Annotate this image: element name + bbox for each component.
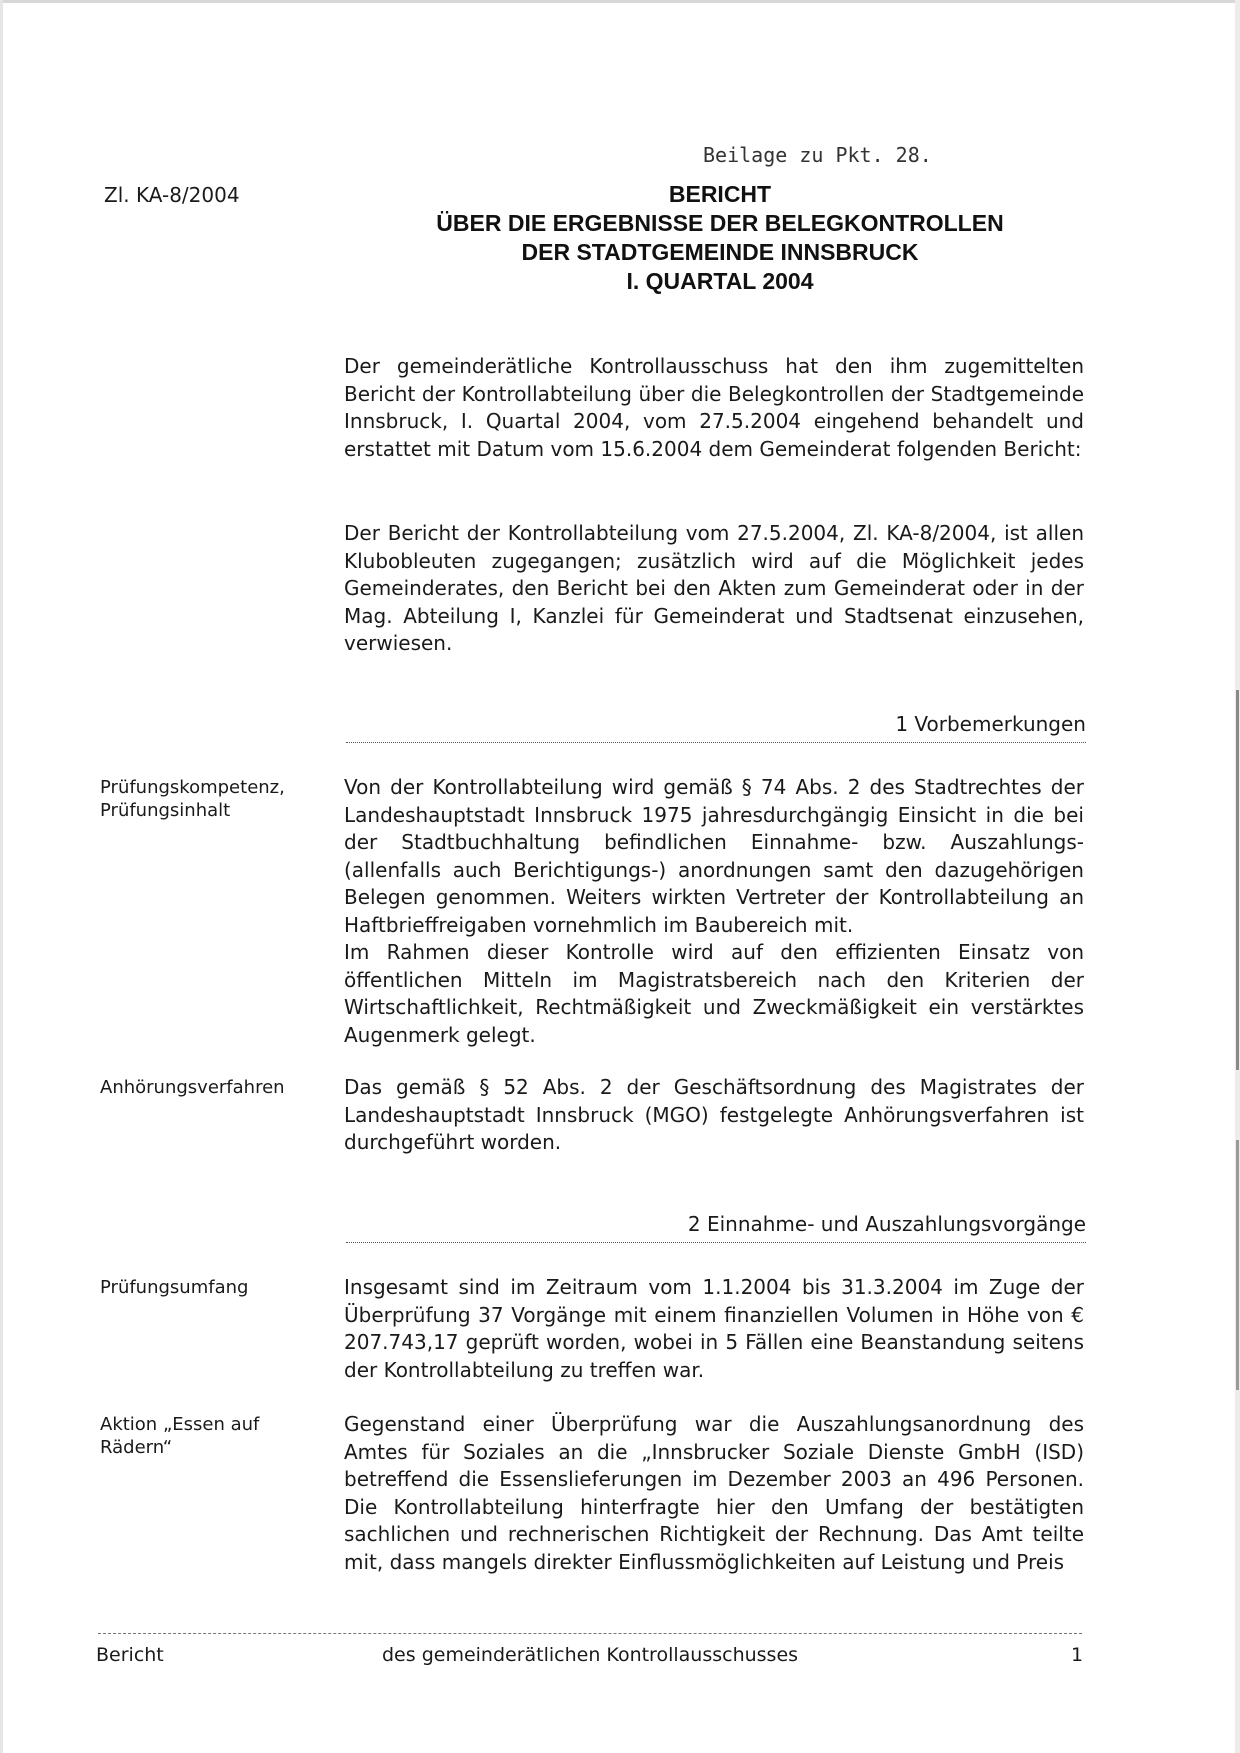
margin-label: Anhörungsverfahren (100, 1077, 285, 1098)
section-paragraph (344, 1411, 1084, 1576)
margin-label: Aktion „Essen auf Rädern“ (100, 1414, 260, 1458)
section-paragraph (344, 774, 1084, 1049)
paragraph-text: Gegenstand einer Überprüfung war die Auszahlungsanordnung des Amtes für Soziales an die „Innsbrucker Soziale Dienste GmbH (ISD) betreffend die Essenslieferungen im Dezember 2003 an 496 Personen. Die Kontrollabteilung hinterfragte hier den Umfang der bestätigten sachlichen und rechnerischen Richtigkeit der Rechnung. Das Amt teilte mit, dass mangels direkter Einflussmöglichkeiten auf Leistung und Preis (344, 1412, 1084, 1574)
section-heading-text: 1 Vorbemerkungen (895, 712, 1086, 736)
scan-edge-top (0, 0, 1240, 3)
title-line: BERICHT (668, 181, 772, 207)
section-paragraph (344, 1274, 1084, 1384)
intro-text: Der gemeinderätliche Kontrollausschuss hat den ihm zugemittelten Bericht der Kontrollabteilung über die Belegkontrollen der Stadtgemeinde Innsbruck, I. Quartal 2004, vom 27.5.2004 eingehend behandelt und erstattet mit Datum vom 15.6.2004 dem Gemeinderat folgenden Bericht: (344, 354, 1084, 461)
paragraph-text: Insgesamt sind im Zeitraum vom 1.1.2004 bis 31.3.2004 im Zuge der Überprüfung 37 Vorgänge mit einem finanziellen Volumen in Höhe von € 207.743,17 geprüft worden, wobei in 5 Fällen eine Beanstandung seitens der Kontrollabteilung zu treffen war. (344, 1275, 1084, 1382)
page-number: 1 (1071, 1644, 1084, 1666)
paragraph-text: Im Rahmen dieser Kontrolle wird auf den effizienten Einsatz von öffentlichen Mitteln im Magistratsbereich nach den Kriterien der Wirtschaftlichkeit, Rechtmäßigkeit und Zweckmäßigkeit ein verstärktes Augenmerk gelegt. (344, 940, 1084, 1047)
footer-label: Bericht (96, 1644, 164, 1666)
margin-label: Prüfungskompetenz, Prüfungsinhalt (100, 777, 285, 821)
attachment-note: Beilage zu Pkt. 28. (703, 143, 932, 167)
footer-title: des gemeinderätlichen Kontrollausschusses (382, 1644, 799, 1666)
paragraph-text: Von der Kontrollabteilung wird gemäß § 74 Abs. 2 des Stadtrechtes der Landeshauptstadt Innsbruck 1975 jahresdurchgängig Einsicht in die bei der Stadtbuchhaltung befindlichen Einnahme- bzw. Auszahlungs- (allenfalls auch Berichtigungs-) anordnungen samt den dazugehörigen Belegen genommen. Weiters wirkten Vertreter der Kontrollabteilung an Haftbrieffreigaben vornehmlich im Baubereich mit. (344, 775, 1084, 937)
scan-shadow (1236, 1140, 1239, 1390)
title-line: DER STADTGEMEINDE INNSBRUCK (521, 239, 919, 265)
margin-label: Prüfungsumfang (100, 1277, 249, 1298)
scan-shadow (1236, 690, 1239, 1070)
footer-divider (98, 1633, 1082, 1634)
title-line: I. QUARTAL 2004 (626, 268, 814, 294)
intro-paragraph (344, 353, 1084, 463)
intro-text: Der Bericht der Kontrollabteilung vom 27.5.2004, Zl. KA-8/2004, ist allen Klubobleuten zugegangen; zusätzlich wird auf die Möglichkeit jedes Gemeinderates, den Bericht bei den Akten zum Gemeinderat oder in der Mag. Abteilung I, Kanzlei für Gemeinderat und Stadtsenat einzusehen, verwiesen. (344, 521, 1084, 655)
section-heading-text: 2 Einnahme- und Auszahlungsvorgänge (687, 1212, 1086, 1236)
intro-paragraph (344, 520, 1084, 658)
report-title (380, 180, 1060, 296)
scan-edge-left (0, 0, 3, 1753)
section-heading (346, 1210, 1086, 1243)
paragraph-text: Das gemäß § 52 Abs. 2 der Geschäftsordnung des Magistrates der Landeshauptstadt Innsbruck (MGO) festgelegte Anhörungsverfahren ist durchgeführt worden. (344, 1075, 1084, 1154)
section-paragraph (344, 1074, 1084, 1157)
title-line: ÜBER DIE ERGEBNISSE DER BELEGKONTROLLEN (436, 210, 1004, 236)
section-heading (346, 710, 1086, 743)
reference-number: Zl. KA-8/2004 (104, 183, 240, 207)
